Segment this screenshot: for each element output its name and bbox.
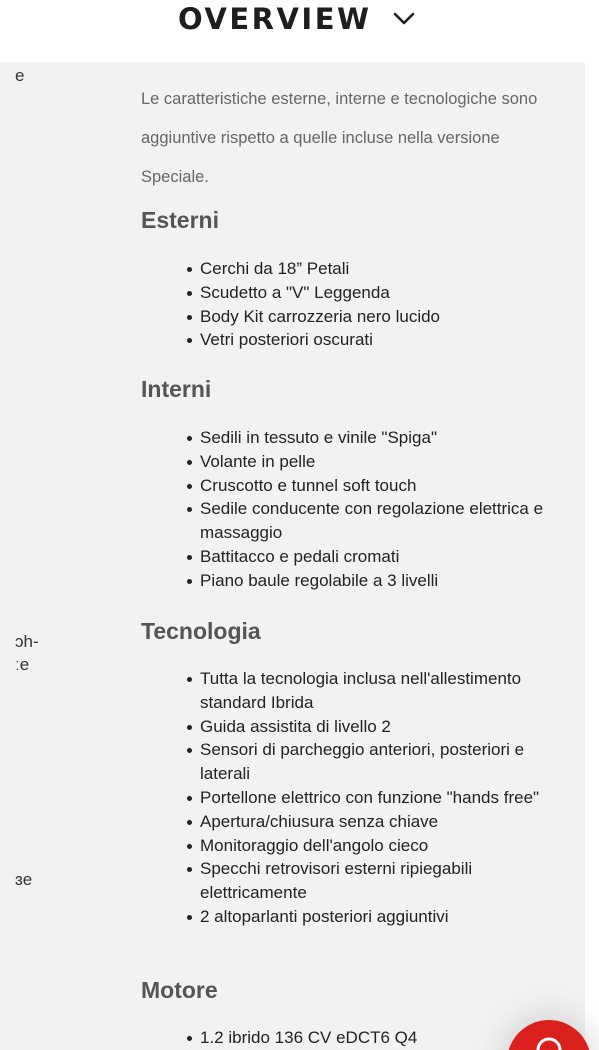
list-item: Cerchi da 18” Petali: [200, 257, 570, 281]
list-item: Guida assistita di livello 2: [200, 715, 570, 739]
overview-title: OVERVIEW: [178, 2, 372, 36]
list-item: Piano baule regolabile a 3 livelli: [200, 569, 570, 593]
clipped-text-fragment: ɜe: [15, 870, 33, 889]
list-item: Cruscotto e tunnel soft touch: [200, 474, 570, 498]
panel-edge: [585, 62, 599, 1050]
list-item: Portellone elettrico con funzione "hands free": [200, 786, 570, 810]
chat-icon: [534, 1034, 564, 1050]
clipped-text-fragment: e: [15, 66, 25, 85]
list-item: Monitoraggio dell'angolo cieco: [200, 834, 570, 858]
overview-header[interactable]: [0, 0, 599, 62]
list-item: Scudetto a "V" Leggenda: [200, 281, 570, 305]
list-item: Specchi retrovisori esterni ripiegabili elettricamente: [200, 857, 570, 905]
list-item: Vetri posteriori oscurati: [200, 328, 570, 352]
section-heading-esterni: Esterni: [141, 207, 219, 233]
clipped-text-fragment: ːe: [15, 655, 30, 674]
list-item: Body Kit carrozzeria nero lucido: [200, 305, 570, 329]
list-item: 1.2 ibrido 136 CV eDCT6 Q4: [200, 1026, 570, 1050]
clipped-text-fragment: ɔh-: [15, 632, 39, 651]
list-item: Volante in pelle: [200, 450, 570, 474]
list-tecnologia: [200, 667, 570, 929]
list-interni: [200, 426, 570, 593]
list-item: Apertura/chiusura senza chiave: [200, 810, 570, 834]
chevron-down-icon[interactable]: [393, 12, 415, 26]
list-item: Sedile conducente con regolazione elettrica e massaggio: [200, 497, 570, 545]
section-heading-interni: Interni: [141, 376, 212, 402]
list-item: Sedili in tessuto e vinile "Spiga": [200, 426, 570, 450]
list-esterni: [200, 257, 570, 352]
list-item: Sensori di parcheggio anteriori, posteriori e laterali: [200, 738, 570, 786]
list-item: 2 altoparlanti posteriori aggiuntivi: [200, 905, 570, 929]
intro-text: Le caratteristiche esterne, interne e tecnologiche sono aggiuntive rispetto a quelle incluse nella versione Speciale.: [141, 90, 538, 186]
list-item: Battitacco e pedali cromati: [200, 545, 570, 569]
list-item: Tutta la tecnologia inclusa nell'allestimento standard Ibrida: [200, 667, 570, 715]
section-heading-motore: Motore: [141, 977, 218, 1003]
section-heading-tecnologia: Tecnologia: [141, 618, 261, 644]
